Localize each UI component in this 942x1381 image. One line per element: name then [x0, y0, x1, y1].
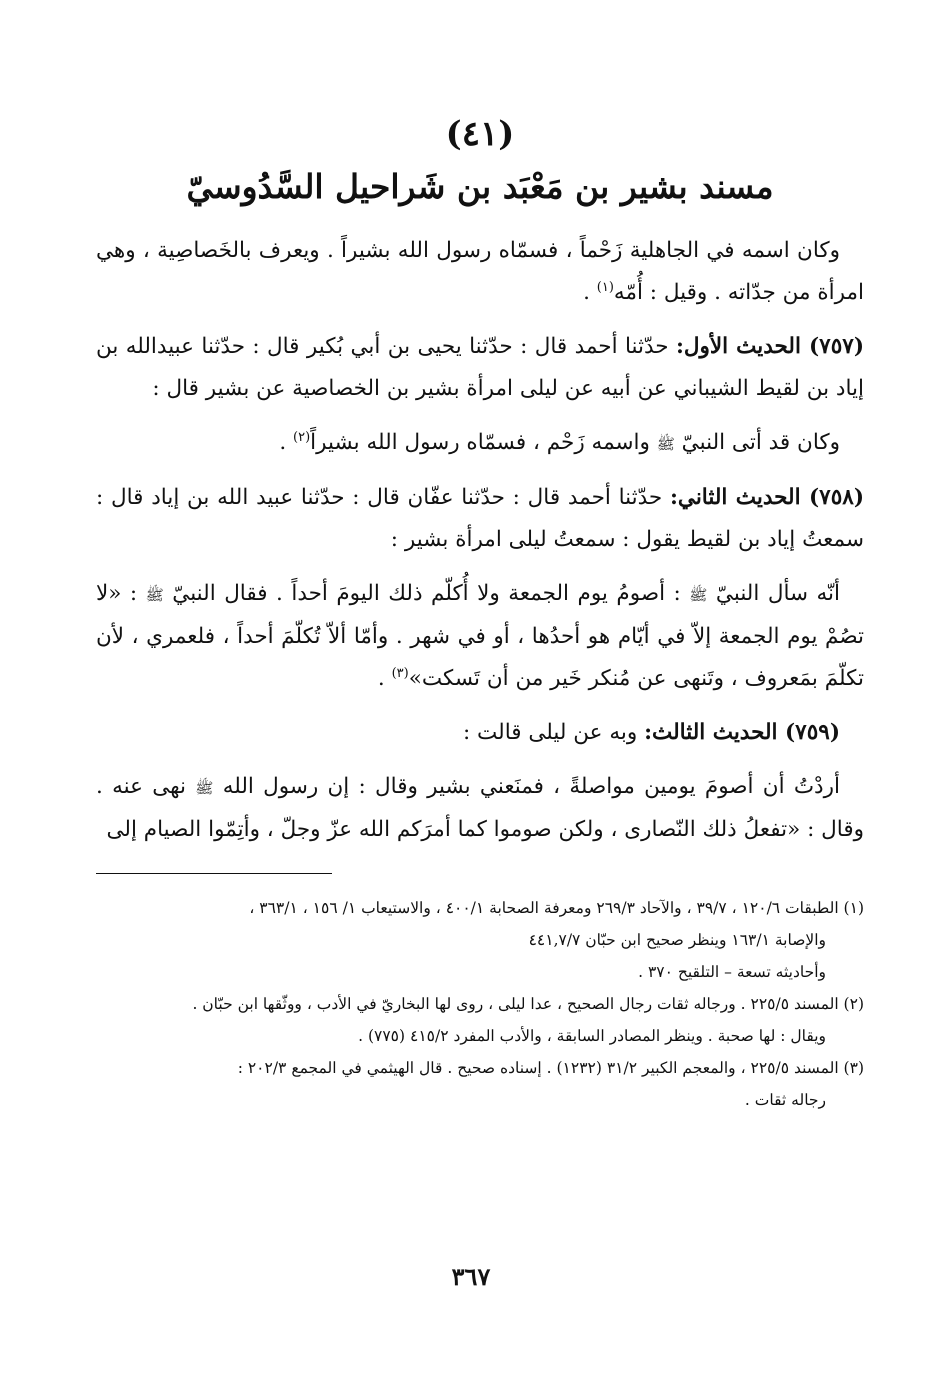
chapter-title: مسند بشير بن مَعْبَد بن شَراحيل السَّدُوسيّ: [186, 167, 774, 206]
hadith-758-isnad-text: حدّثنا أحمد قال : حدّثنا عفّان قال : حدّثنا عبيد الله بن إياد قال : سمعتُ إياد بن لقيط يقول : سمعتُ ليلى امرأة بشير :: [96, 485, 864, 552]
footnote-2-line-2: ويقال : لها صحبة . وينظر المصادر السابقة ، والأدب المفرد ٤١٥/٢ (٧٧٥) .: [358, 1027, 826, 1045]
hadith-757-isnad: [96, 326, 864, 410]
salawat-symbol: ﷺ: [195, 779, 214, 797]
hadith-758-matn: [96, 573, 864, 700]
footnote-ref-1[interactable]: (١): [596, 279, 614, 295]
intro-text: وكان اسمه في الجاهلية زَحْماً ، فسمّاه رسول الله بشيراً . ويعرف بالخَصاصِية ، وهي امرأة من جدّاته . وقيل : أُمّه: [96, 238, 864, 305]
salawat-symbol: ﷺ: [689, 586, 708, 604]
hadith-757-end: .: [279, 430, 293, 455]
hadith-759-matn: [96, 766, 864, 851]
footnote-3-line-2: رجاله ثقات .: [744, 1091, 826, 1109]
hadith-759-isnad-text: وبه عن ليلى قالت :: [462, 720, 645, 745]
hadith-757-label: (٧٥٧) الحديث الأول:: [675, 334, 864, 359]
intro-end: .: [583, 280, 597, 305]
hadith-758-label: (٧٥٨) الحديث الثاني:: [669, 485, 864, 510]
hadith-759-isnad: [96, 712, 864, 754]
page-number: ٣٦٧: [451, 1262, 491, 1291]
hadith-758-isnad: [96, 477, 864, 561]
salawat-symbol: ﷺ: [656, 435, 675, 453]
hadith-757-isnad-text: حدّثنا أحمد قال : حدّثنا يحيى بن أبي بُكير قال : حدّثنا عبيدالله بن إياد بن لقيط الشيباني عن أبيه عن ليلى امرأة بشير بن الخصاصية عن بشير قال :: [96, 334, 864, 401]
footnote-3-line-1: (٣) المسند ٢٢٥/٥ ، والمعجم الكبير ٣١/٢ (١٢٣٢) . إسناده صحيح . قال الهيثمي في المجمع ٢٠٢/٣ :: [237, 1059, 864, 1077]
chapter-number: (٤١): [445, 114, 515, 154]
hadith-757-matn-a: وكان قد أتى النبيّ: [674, 430, 840, 455]
footnote-ref-3[interactable]: (٣): [391, 665, 409, 681]
hadith-757-matn: [96, 422, 864, 465]
footnote-3: [96, 1052, 864, 1116]
footnote-1-line-3: وأحاديثه تسعة – التلقيح ٣٧٠ .: [638, 963, 826, 981]
hadith-757-matn-b: واسمه زَحْم ، فسمّاه رسول الله بشيراً: [310, 430, 657, 455]
footnote-2: [96, 988, 864, 1052]
salawat-symbol: ﷺ: [145, 586, 164, 604]
hadith-759-label: (٧٥٩) الحديث الثالث:: [644, 720, 840, 745]
hadith-758-matn-c: : «لا تصُمْ يوم الجمعة إلاّ في أيّام هو أحدُها ، أو في شهر . وأمّا ألاّ تُكلّمَ أحداً ، فلعمري ، لأن تكلّمَ بمَعروف ، وتَنهى عن مُنكر خَير من أن تَسكت»: [96, 581, 864, 691]
hadith-758-matn-b: : أصومُ يوم الجمعة ولا أُكلّم ذلك اليومَ أحداً . فقال النبيّ: [163, 581, 690, 606]
page-body: [96, 110, 864, 1116]
footnote-ref-2[interactable]: (٢): [293, 429, 311, 445]
footnote-1: [96, 892, 864, 988]
footnote-2-line-1: (٢) المسند ٢٢٥/٥ . ورجاله ثقات رجال الصحيح ، عدا ليلى ، روى لها البخاريّ في الأدب ، ووثّقها ابن حبّان .: [192, 995, 864, 1013]
intro-paragraph: [96, 230, 864, 314]
footnote-1-line-1: (١) الطبقات ١٢٠/٦ ، ٣٩/٧ ، والآحاد ٢٦٩/٣ ومعرفة الصحابة ٤٠٠/١ ، والاستيعاب ١/ ١٥٦ ، ٣٦٣/١ ،: [249, 899, 864, 917]
footnotes: [96, 892, 864, 1116]
hadith-759-matn-a: أردْتُ أن أصومَ يومين مواصلةً ، فمنَعني بشير وقال : إن رسول الله: [213, 774, 840, 799]
footnote-divider: [96, 873, 332, 874]
hadith-759-matn-b: نهى عنه . وقال : «تفعلُ ذلك النّصارى ، ولكن صوموا كما أمرَكم الله عزّ وجلّ ، وأتِمّوا الصيام إلى: [96, 774, 864, 842]
hadith-758-matn-a: أنّه سأل النبيّ: [707, 581, 840, 606]
footnote-1-line-2: والإصابة ١٦٣/١ وينظر صحيح ابن حبّان ٤٤١,٧/٧: [528, 931, 826, 949]
hadith-758-end: .: [377, 666, 392, 691]
